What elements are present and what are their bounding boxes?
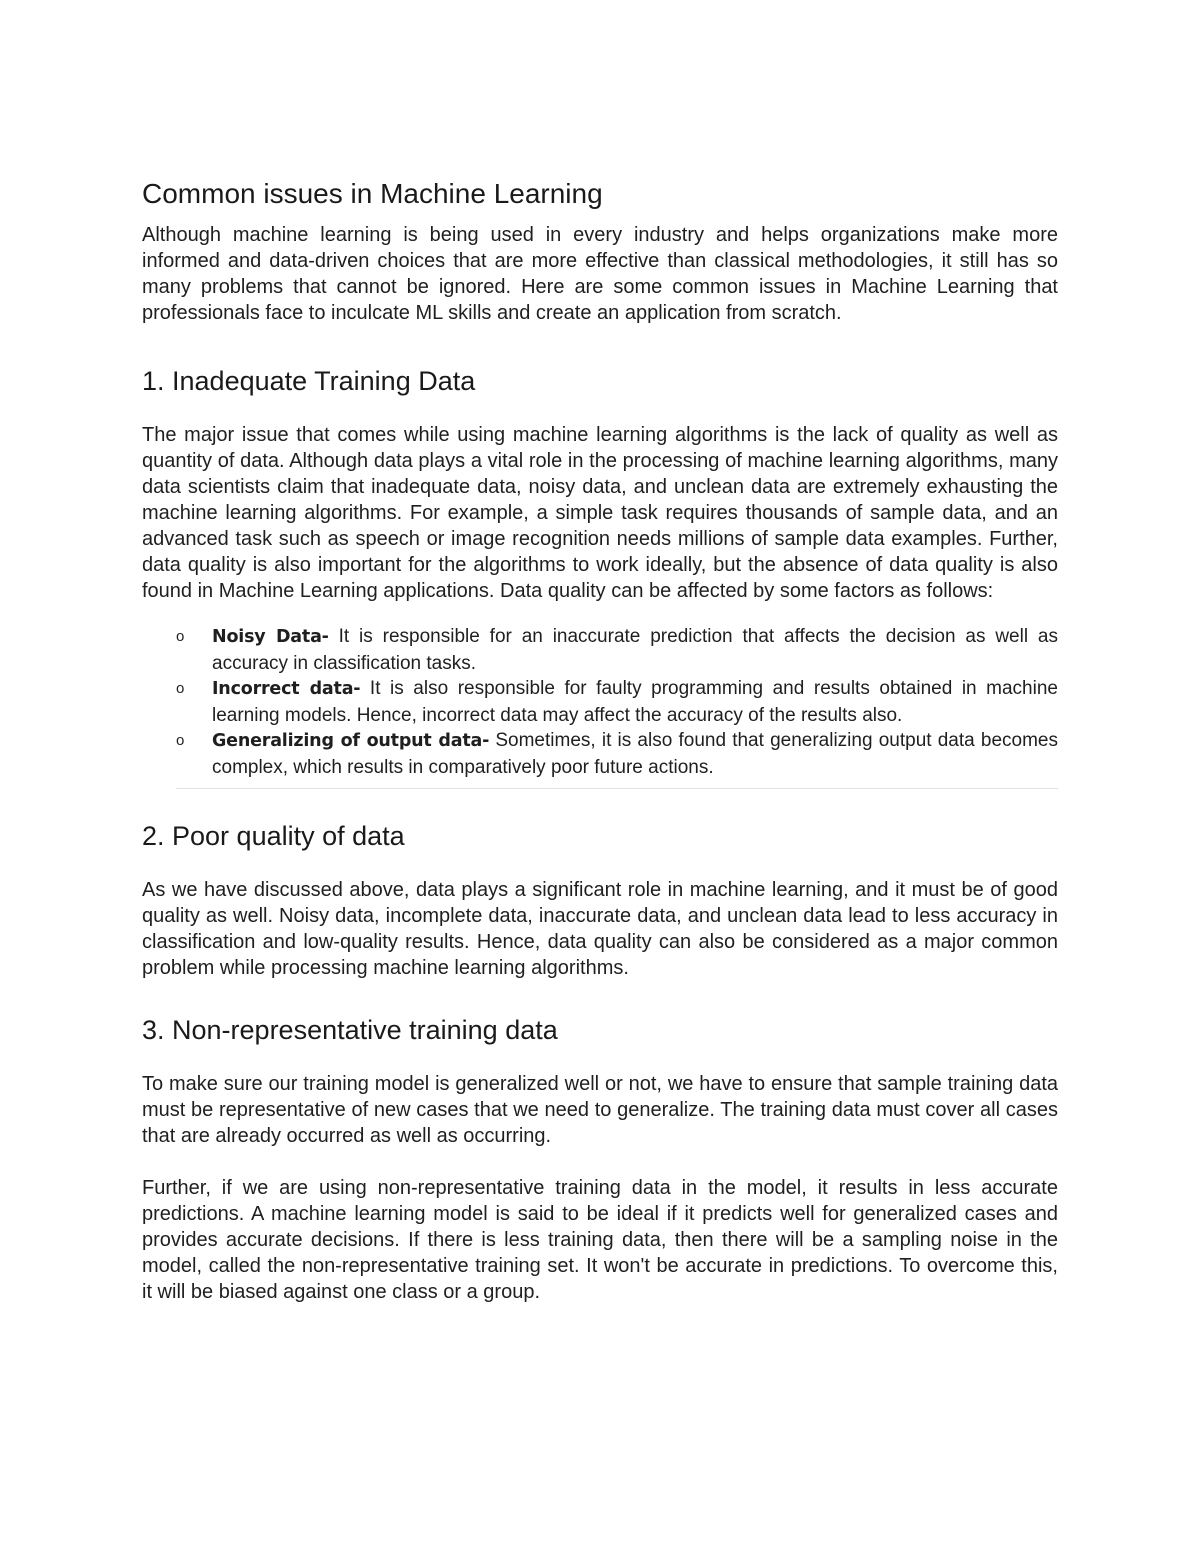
bullet-icon: o bbox=[176, 628, 185, 645]
list-item-text: It is responsible for an inaccurate prediction that affects the decision as well as accuracy in classification tasks. bbox=[212, 626, 1058, 674]
list-item-text: Sometimes, it is also found that generalizing output data becomes complex, which results in comparatively poor future actions. bbox=[212, 730, 1058, 778]
list-item bbox=[176, 728, 1058, 780]
data-quality-factors-list bbox=[142, 624, 1058, 780]
section-3-paragraph-2: Further, if we are using non-representative training data in the model, it results in less accurate predictions. A machine learning model is said to be ideal if it predicts well for generalized cases and provides accurate decisions. If there is less training data, then there will be a sampling noise in the model, called the non-representative training set. It won't be accurate in predictions. To overcome this, it will be biased against one class or a group. bbox=[142, 1177, 1058, 1303]
list-item-term: Incorrect data- bbox=[212, 679, 361, 699]
section-3-paragraph-1: To make sure our training model is generalized well or not, we have to ensure that sample training data must be representative of new cases that we need to generalize. The training data must cover all cases that are already occurred as well as occurring. bbox=[142, 1073, 1058, 1147]
list-item-term: Noisy Data- bbox=[212, 627, 329, 647]
list-item bbox=[176, 676, 1058, 728]
section-3-heading: 3. Non-representative training data bbox=[142, 1015, 558, 1045]
document-page bbox=[142, 176, 1058, 1305]
bullet-icon: o bbox=[176, 732, 185, 749]
list-item bbox=[176, 624, 1058, 676]
section-1-paragraph: The major issue that comes while using machine learning algorithms is the lack of quality as well as quantity of data. Although data plays a vital role in the processing of machine learning algorithms, many data scientists claim that inadequate data, noisy data, and unclean data are extremely exhausting the machine learning algorithms. For example, a simple task requires thousands of sample data, and an advanced task such as speech or image recognition needs millions of sample data examples. Further, data quality is also important for the algorithms to work ideally, but the absence of data quality is also found in Machine Learning applications. Data quality can be affected by some factors as follows: bbox=[142, 424, 1058, 602]
section-2-paragraph: As we have discussed above, data plays a significant role in machine learning, and it must be of good quality as well. Noisy data, incomplete data, inaccurate data, and unclean data lead to less accuracy in classification and low-quality results. Hence, data quality can also be considered as a major common problem while processing machine learning algorithms. bbox=[142, 879, 1058, 979]
bullet-icon: o bbox=[176, 680, 185, 697]
document-title: Common issues in Machine Learning bbox=[142, 178, 603, 209]
list-item-text: It is also responsible for faulty programming and results obtained in machine learning models. Hence, incorrect data may affect the accuracy of the results also. bbox=[212, 678, 1058, 726]
intro-paragraph: Although machine learning is being used in every industry and helps organizations make more informed and data-driven choices that are more effective than classical methodologies, it still has so many problems that cannot be ignored. Here are some common issues in Machine Learning that professionals face to inculcate ML skills and create an application from scratch. bbox=[142, 224, 1058, 324]
divider bbox=[176, 788, 1058, 789]
section-1-heading: 1. Inadequate Training Data bbox=[142, 366, 476, 396]
section-2-heading: 2. Poor quality of data bbox=[142, 821, 405, 851]
list-item-term: Generalizing of output data- bbox=[212, 731, 490, 751]
